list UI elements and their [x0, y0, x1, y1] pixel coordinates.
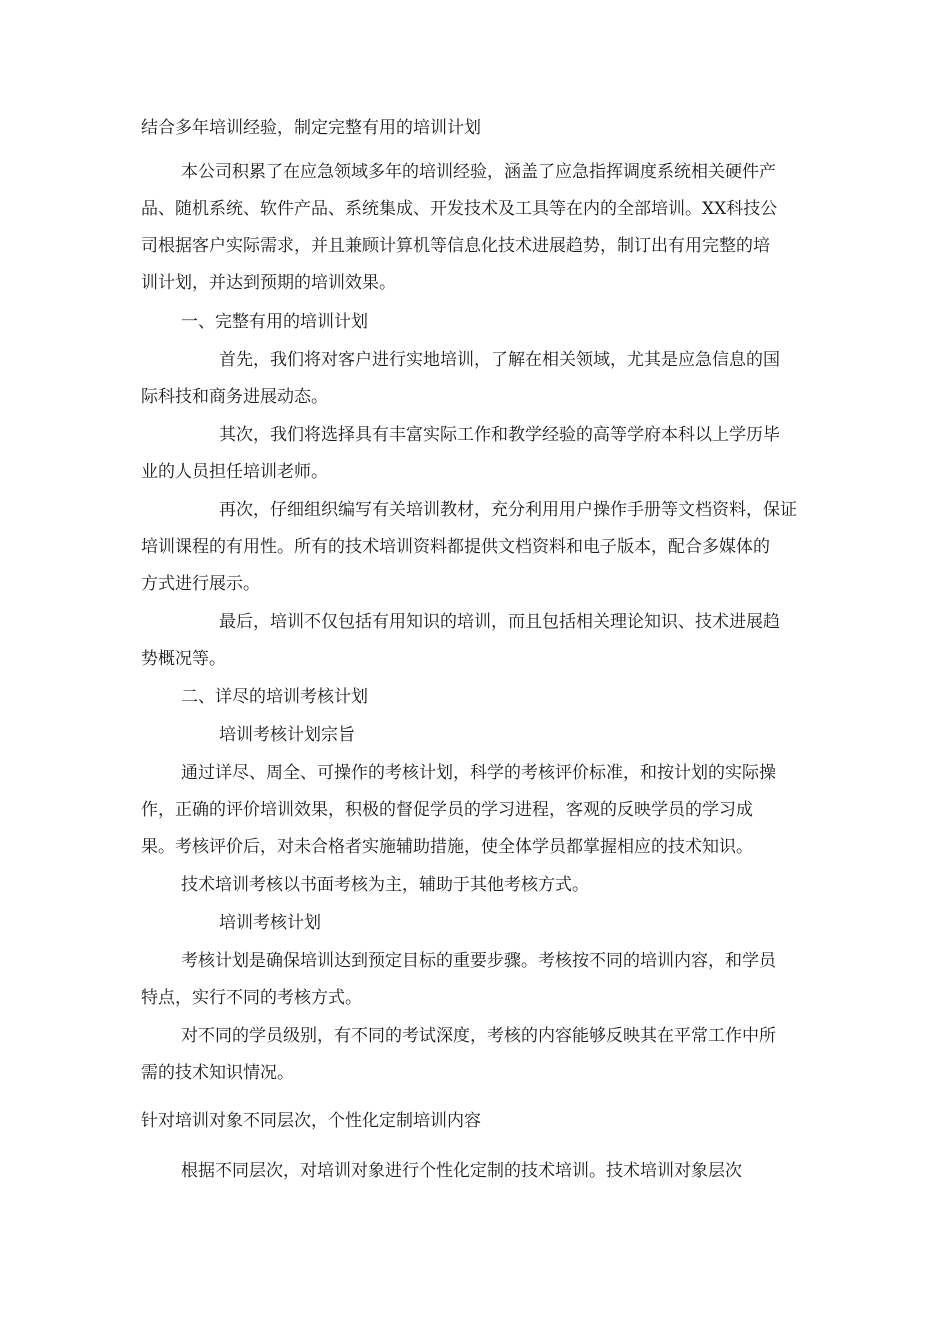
section-heading-training-plan: 结合多年培训经验，制定完整有用的培训计划 [141, 118, 481, 138]
levels-line: 对不同的学员级别，有不同的考试深度，考核的内容能够反映其在平常工作中所 [181, 1026, 776, 1046]
plan-line: 考核计划是确保培训达到预定目标的重要步骤。考核按不同的培训内容，和学员 [181, 951, 776, 971]
levels-line: 需的技术知识情况。 [141, 1063, 294, 1083]
third-paragraph-line: 培训课程的有用性。所有的技术培训资料都提供文档资料和电子版本，配合多媒体的 [141, 537, 770, 557]
third-paragraph-line: 再次，仔细组织编写有关培训教材，充分利用用户操作手册等文档资料，保证 [219, 500, 797, 520]
purpose-title: 培训考核计划宗旨 [219, 725, 355, 745]
purpose-line: 作，正确的评价培训效果，积极的督促学员的学习进程，客观的反映学员的学习成 [141, 800, 753, 820]
part-two-title: 二、详尽的培训考核计划 [181, 687, 368, 707]
second-paragraph-line: 业的人员担任培训老师。 [141, 462, 328, 482]
first-paragraph-line: 首先，我们将对客户进行实地培训，了解在相关领域，尤其是应急信息的国 [219, 350, 780, 370]
plan-line: 特点，实行不同的考核方式。 [141, 988, 362, 1008]
purpose-line: 果。考核评价后，对未合格者实施辅助措施，使全体学员都掌握相应的技术知识。 [141, 837, 753, 857]
last-paragraph-line: 势概况等。 [141, 649, 226, 669]
plan-title: 培训考核计划 [219, 913, 321, 933]
intro-line: 本公司积累了在应急领域多年的培训经验，涵盖了应急指挥调度系统相关硬件产 [181, 162, 776, 182]
written-exam-line: 技术培训考核以书面考核为主，辅助于其他考核方式。 [181, 875, 589, 895]
intro-line: 训计划，并达到预期的培训效果。 [141, 273, 396, 293]
intro-line: 品、随机系统、软件产品、系统集成、开发技术及工具等在内的全部培训。XX科技公 [141, 199, 778, 219]
intro-line: 司根据客户实际需求，并且兼顾计算机等信息化技术进展趋势，制订出有用完整的培 [141, 236, 770, 256]
section-heading-customized: 针对培训对象不同层次，个性化定制培训内容 [141, 1111, 481, 1131]
first-paragraph-line: 际科技和商务进展动态。 [141, 387, 328, 407]
second-paragraph-line: 其次，我们将选择具有丰富实际工作和教学经验的高等学府本科以上学历毕 [219, 425, 780, 445]
third-paragraph-line: 方式进行展示。 [141, 574, 260, 594]
purpose-line: 通过详尽、周全、可操作的考核计划，科学的考核评价标准，和按计划的实际操 [181, 763, 776, 783]
part-one-title: 一、完整有用的培训计划 [181, 312, 368, 332]
customized-intro-line: 根据不同层次，对培训对象进行个性化定制的技术培训。技术培训对象层次 [181, 1161, 742, 1181]
last-paragraph-line: 最后，培训不仅包括有用知识的培训，而且包括相关理论知识、技术进展趋 [219, 612, 780, 632]
